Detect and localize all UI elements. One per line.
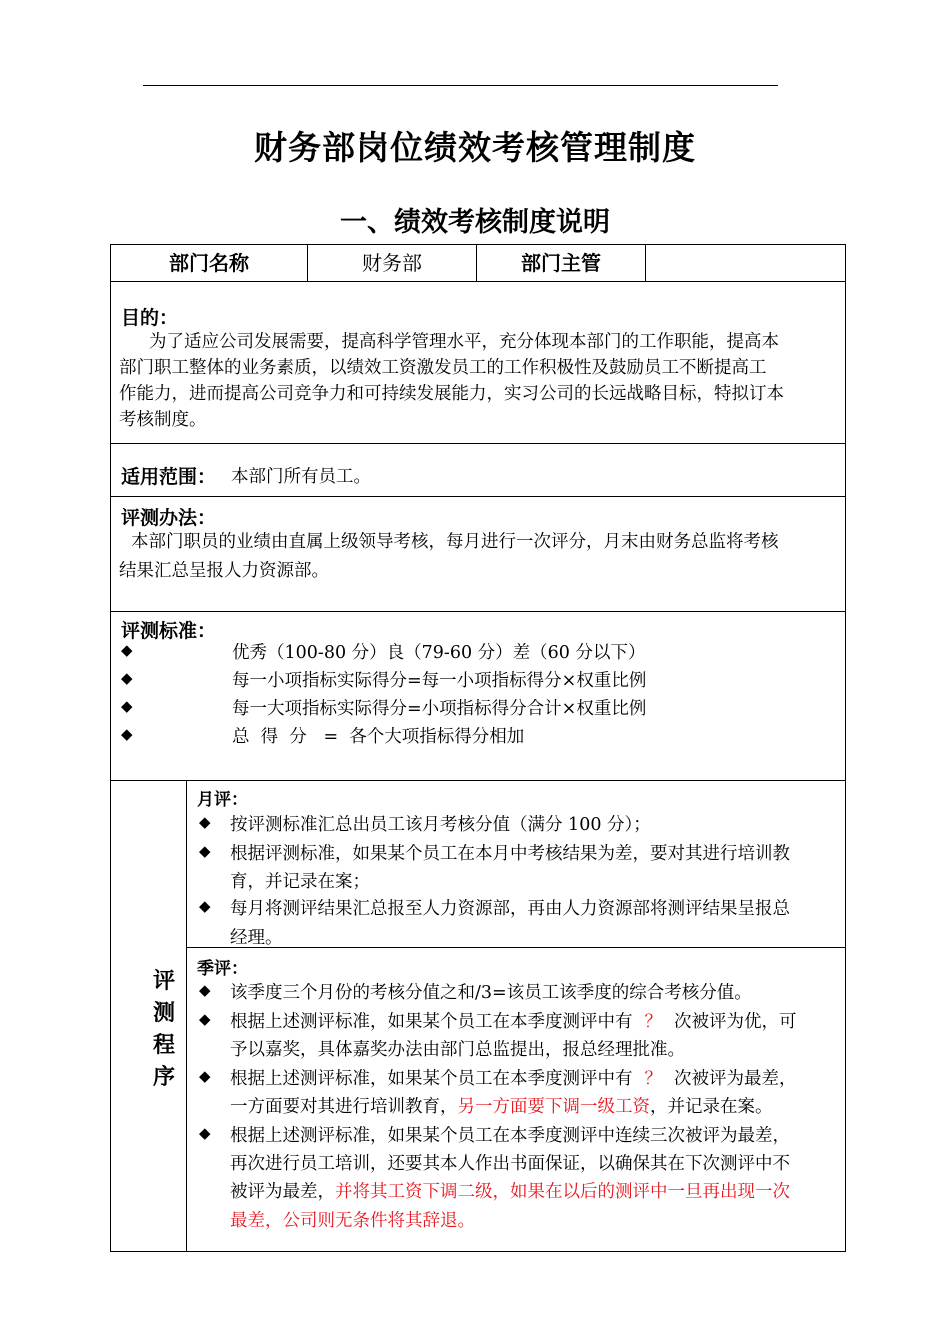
- monthly-item: 根据评测标准，如果某个员工在本月中考核结果为差，要对其进行培训教: [230, 844, 790, 864]
- quarterly-item-cont: 再次进行员工培训，还要其本人作出书面保证，以确保其在下次测评中不: [230, 1154, 790, 1174]
- quarterly-label: 季评：: [197, 959, 248, 979]
- diamond-bullet-icon: ◆: [199, 842, 211, 860]
- scope-label: 适用范围：: [121, 466, 217, 488]
- row-divider: [111, 611, 845, 612]
- standard-item: 优秀（100-80 分）良（79-60 分）差（60 分以下）: [232, 643, 646, 663]
- quarterly-item: 该季度三个月份的考核分值之和/3=该员工该季度的综合考核分值。: [230, 983, 752, 1003]
- row-divider: [186, 947, 845, 948]
- quarterly-item: 根据上述测评标准，如果某个员工在本季度测评中连续三次被评为最差，: [230, 1126, 790, 1146]
- quarterly-item-cont: 予以嘉奖，具体嘉奖办法由部门总监提出，报总经理批准。: [230, 1040, 685, 1060]
- quarterly-item-cont: 最差，公司则无条件将其辞退。: [230, 1211, 475, 1231]
- diamond-bullet-icon: ◆: [199, 981, 211, 999]
- quarterly-item: 根据上述测评标准，如果某个员工在本季度测评中有 ？ 次被评为最差，: [230, 1069, 797, 1089]
- header-rule: [143, 85, 778, 86]
- procedure-side-label: 评 测 程 序: [152, 968, 175, 1090]
- monthly-label: 月评：: [197, 790, 248, 810]
- scope-text: 本部门所有员工。: [231, 467, 371, 487]
- monthly-item: 每月将测评结果汇总报至人力资源部，再由人力资源部将测评结果呈报总: [230, 899, 790, 919]
- purpose-line: 作能力，进而提高公司竞争力和可持续发展能力，实习公司的长远战略目标，特拟订本: [119, 384, 784, 404]
- row-divider: [111, 780, 845, 781]
- quarterly-item: 根据上述测评标准，如果某个员工在本季度测评中有 ？ 次被评为优，可: [230, 1012, 797, 1032]
- policy-table: [110, 244, 846, 1252]
- row-divider: [111, 496, 845, 497]
- standard-item: 每一小项指标实际得分=每一小项指标得分×权重比例: [232, 671, 647, 691]
- monthly-item-cont: 经理。: [230, 928, 283, 948]
- dept-name-value: 财务部: [362, 251, 422, 275]
- diamond-bullet-icon: ◆: [199, 1124, 211, 1142]
- section-title: 一、绩效考核制度说明: [340, 207, 610, 238]
- purpose-line: 考核制度。: [119, 410, 207, 430]
- standard-label: 评测标准：: [121, 620, 217, 642]
- diamond-bullet-icon: ◆: [199, 1010, 211, 1028]
- dept-name-label: 部门名称: [169, 251, 249, 275]
- row-divider: [111, 443, 845, 444]
- document-title: 财务部岗位绩效考核管理制度: [254, 128, 696, 167]
- diamond-bullet-icon: ◆: [199, 897, 211, 915]
- method-line: 结果汇总呈报人力资源部。: [119, 561, 329, 581]
- purpose-line: 为了适应公司发展需要，提高科学管理水平，充分体现本部门的工作职能，提高本: [149, 332, 779, 352]
- diamond-bullet-icon: ◆: [199, 813, 211, 831]
- diamond-bullet-icon: ◆: [121, 697, 133, 715]
- supervisor-value: [646, 245, 845, 281]
- supervisor-label: 部门主管: [521, 251, 601, 275]
- diamond-bullet-icon: ◆: [121, 641, 133, 659]
- procedure-divider: [186, 780, 187, 1251]
- method-label: 评测办法：: [121, 507, 217, 529]
- diamond-bullet-icon: ◆: [121, 725, 133, 743]
- quarterly-item-cont: 被评为最差，并将其工资下调二级，如果在以后的测评中一旦再出现一次: [230, 1182, 790, 1202]
- purpose-line: 部门职工整体的业务素质，以绩效工资激发员工的工作积极性及鼓励员工不断提高工: [119, 358, 767, 378]
- diamond-bullet-icon: ◆: [199, 1067, 211, 1085]
- quarterly-item-cont: 一方面要对其进行培训教育，另一方面要下调一级工资，并记录在案。: [230, 1097, 773, 1117]
- method-line: 本部门职员的业绩由直属上级领导考核，每月进行一次评分，月末由财务总监将考核: [131, 532, 779, 552]
- standard-item: 总 得 分 = 各个大项指标得分相加: [232, 727, 525, 747]
- row-divider: [111, 281, 845, 282]
- diamond-bullet-icon: ◆: [121, 669, 133, 687]
- purpose-label: 目的：: [121, 307, 179, 329]
- monthly-item-cont: 育，并记录在案；: [230, 872, 370, 892]
- monthly-item: 按评测标准汇总出员工该月考核分值（满分 100 分）；: [230, 815, 651, 835]
- standard-item: 每一大项指标实际得分=小项指标得分合计×权重比例: [232, 699, 647, 719]
